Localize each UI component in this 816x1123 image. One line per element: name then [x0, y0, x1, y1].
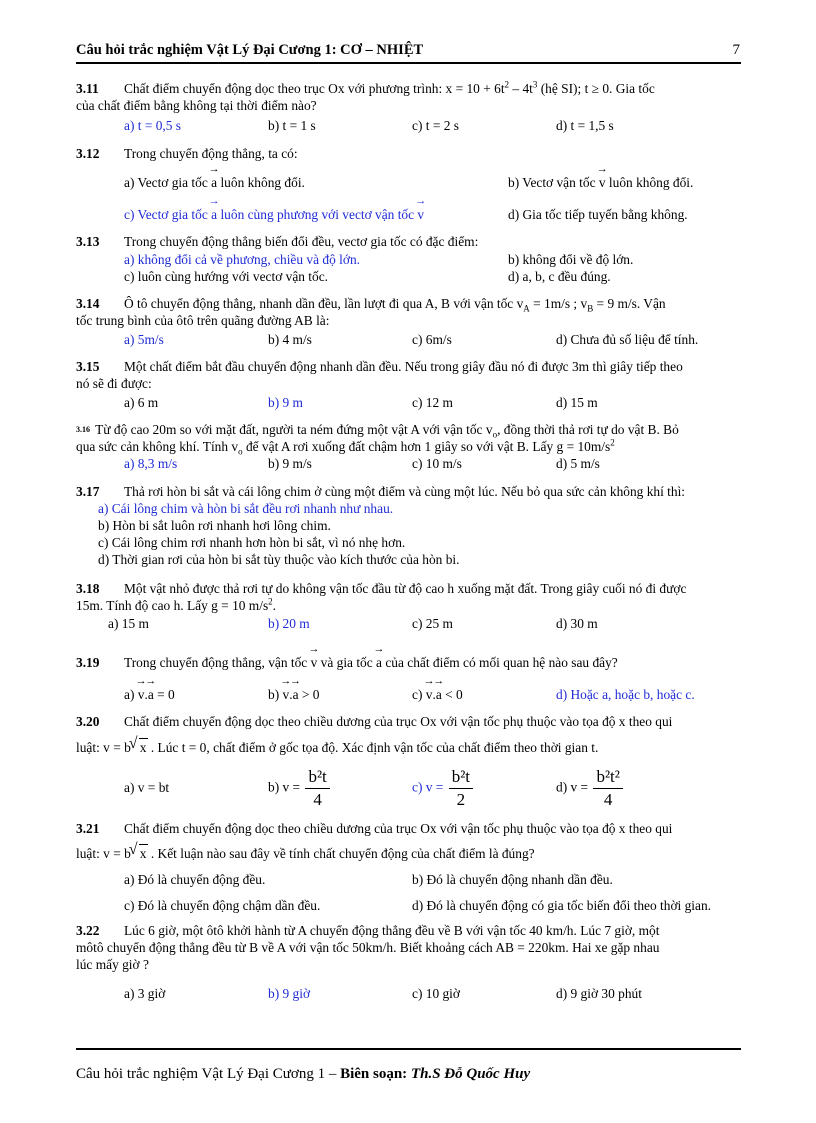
question-text: Chất điểm chuyển động dọc theo chiều dương của trục Ox với vận tốc phụ thuộc vào tọa độ x theo qui [124, 714, 673, 729]
options-3-15 [76, 394, 741, 411]
option-d[interactable]: d) 9 giờ 30 phút [556, 986, 642, 1001]
sqrt-x: √ x [139, 844, 148, 862]
option-d[interactable]: d) Hoặc a, hoặc b, hoặc c. [556, 687, 695, 702]
superscript: 2 [504, 79, 510, 90]
option-a[interactable]: a) 15 m [108, 616, 149, 631]
options-3-17-c [76, 534, 741, 551]
options-3-12-row1 [76, 174, 741, 191]
superscript: 2 [268, 596, 273, 607]
option-c[interactable]: c) Vectơ gia tốc → a luôn cùng phương với vectơ vận tốc → v [124, 206, 424, 223]
question-text: Trong chuyển động thẳng, vận tốc [124, 655, 311, 670]
question-3-18 [76, 580, 741, 614]
superscript: 2 [610, 437, 615, 448]
question-number: 3.20 [76, 714, 100, 729]
subscript: o [492, 429, 498, 440]
question-text: Thả rơi hòn bi sắt và cái lông chim ở cùng một điểm và cùng một lúc. Nếu bỏ qua sức cản không khí thì: [124, 484, 686, 499]
question-text: Lúc 6 giờ, một ôtô khởi hành từ A chuyển động thẳng đều về B với vận tốc 40 km/h. Lúc 7 giờ, một [124, 923, 660, 938]
question-3-20-line2 [76, 738, 741, 756]
options-3-20 [76, 766, 741, 812]
option-c[interactable]: c) → v.→ a < 0 [412, 686, 463, 703]
options-3-13-row1 [76, 251, 741, 268]
sqrt-x: √ x [139, 738, 148, 756]
options-3-22 [76, 985, 741, 1002]
question-3-16 [76, 421, 741, 455]
option-b[interactable]: b) Hòn bi sắt luôn rơi nhanh hơi lông chim. [98, 518, 331, 533]
option-a[interactable]: a) t = 0,5 s [124, 118, 182, 133]
option-a[interactable]: a) 3 giờ [124, 986, 166, 1001]
options-3-21-row2 [76, 897, 741, 914]
option-c[interactable]: c) 10 m/s [412, 456, 462, 471]
option-d[interactable]: d) Đó là chuyển động có gia tốc biến đổi theo thời gian. [412, 898, 712, 913]
option-a[interactable]: a) Đó là chuyển động đều. [124, 872, 266, 887]
page-header [76, 42, 740, 59]
vector-a: → a [211, 174, 217, 191]
question-text: – 4t [509, 81, 533, 96]
question-text: , đồng thời thả rơi tự do vật B. Bỏ [497, 422, 679, 437]
footer-rule [76, 1048, 741, 1050]
options-3-17-a [76, 500, 741, 517]
option-c[interactable]: c) Đó là chuyển động chậm dần đều. [124, 898, 321, 913]
question-text: Chất điểm chuyển động dọc theo trục Ox với phương trình: x = 10 + 6t [124, 81, 505, 96]
question-text: Trong chuyển động thẳng biến đổi đều, vectơ gia tốc có đặc điểm: [124, 234, 479, 249]
option-b[interactable]: b) không đổi về độ lớn. [508, 252, 634, 267]
vector-a: → a [211, 206, 217, 223]
options-3-16 [76, 455, 741, 472]
option-c[interactable]: c) 25 m [412, 616, 453, 631]
question-3-20 [76, 713, 741, 730]
options-3-12-row2 [76, 206, 741, 223]
question-number: 3.17 [76, 484, 100, 499]
option-a[interactable]: a) Vectơ gia tốc → a luôn không đổi. [124, 174, 305, 191]
question-3-22 [76, 922, 741, 973]
option-b[interactable]: b) 9 m [268, 395, 303, 410]
question-number: 3.22 [76, 923, 100, 938]
question-3-14 [76, 295, 741, 329]
option-d[interactable]: d) 30 m [556, 616, 598, 631]
question-number: 3.19 [76, 655, 100, 670]
question-3-17 [76, 483, 741, 500]
question-text: và gia tốc [317, 655, 377, 670]
vector-v: → v [599, 174, 606, 191]
option-c[interactable]: c) Cái lông chim rơi nhanh hơn hòn bi sắt, vì nó nhẹ hơn. [98, 535, 406, 550]
question-text: Một vật nhỏ được thả rơi tự do không vận tốc đầu từ độ cao h xuống mặt đất. Trong giây cuối nó đi được [124, 581, 687, 596]
header-rule [76, 62, 741, 64]
question-text: = 9 m/s. Vận [593, 296, 666, 311]
option-d[interactable]: d) t = 1,5 s [556, 118, 614, 133]
options-3-21-row1 [76, 871, 741, 888]
question-number: 3.18 [76, 581, 100, 596]
question-number: 3.14 [76, 296, 100, 311]
options-3-17-d [76, 551, 741, 568]
option-a[interactable]: a) → v.→ a = 0 [124, 686, 175, 703]
vector-v: → v [417, 206, 424, 223]
options-3-17-b [76, 517, 741, 534]
question-number: 3.13 [76, 234, 100, 249]
option-b[interactable]: b) 4 m/s [268, 332, 312, 347]
question-text: (hệ SI); t ≥ 0. Gia tốc [537, 81, 655, 96]
option-d[interactable]: d) Thời gian rơi của hòn bi sắt tùy thuộc vào kích thước của hòn bi. [98, 552, 460, 567]
option-c[interactable]: c) 10 giờ [412, 986, 460, 1001]
question-text: Ô tô chuyển động thẳng, nhanh dần đều, lần lượt đi qua A, B với vận tốc v [124, 296, 524, 311]
options-3-18 [76, 615, 741, 632]
option-a[interactable]: a) không đổi cả về phương, chiều và độ lớn. [124, 252, 360, 267]
option-b[interactable]: b) 20 m [268, 616, 310, 631]
option-a[interactable]: a) 5m/s [124, 332, 164, 347]
question-number: 3.15 [76, 359, 100, 374]
question-3-12 [76, 145, 741, 162]
option-b[interactable]: b) t = 1 s [268, 118, 316, 133]
options-3-11 [76, 117, 741, 134]
option-c[interactable]: c) t = 2 s [412, 118, 459, 133]
question-text: môtô chuyển động thẳng đều từ B về A với vận tốc 50km/h. Biết khoảng cách AB = 220km. Hai xe gặp nhau [76, 940, 660, 955]
question-number: 3.11 [76, 81, 99, 96]
option-d[interactable]: d) 15 m [556, 395, 598, 410]
footer-text: Câu hỏi trắc nghiệm Vật Lý Đại Cương 1 – [76, 1066, 341, 1082]
option-d[interactable]: d) a, b, c đều đúng. [508, 269, 611, 284]
subscript: o [238, 446, 243, 457]
question-text: . Lúc t = 0, chất điểm ở gốc tọa độ. Xác định vận tốc của chất điểm theo thời gian t. [147, 740, 599, 755]
question-text: luật: v = b [76, 740, 131, 755]
footer-author: Th.S Đỗ Quốc Huy [410, 1066, 531, 1082]
question-3-15 [76, 358, 741, 392]
vector-v: → v [311, 654, 318, 671]
subscript: A [523, 303, 530, 314]
option-d[interactable]: d) Chưa đủ số liệu để tính. [556, 332, 699, 347]
option-c[interactable]: c) luôn cùng hướng với vectơ vận tốc. [124, 269, 329, 284]
question-text: của chất điểm có mối quan hệ nào sau đây? [382, 655, 618, 670]
option-d[interactable]: d) v = $\frac{\text{b²t²}}{4}$ [556, 766, 623, 811]
option-b[interactable]: b) 9 giờ [268, 986, 311, 1001]
question-text: để vật A rơi xuống đất chậm hơn 1 giây so với vật B. Lấy g = 10m/s [242, 439, 611, 454]
option-a[interactable]: a) Cái lông chim và hòn bi sắt đều rơi nhanh như nhau. [98, 501, 394, 516]
question-text: luật: v = b [76, 846, 131, 861]
question-text: nó sẽ đi được: [76, 376, 152, 391]
question-text: . Kết luận nào sau đây về tính chất chuyển động của chất điểm là đúng? [147, 846, 535, 861]
question-3-21-line2 [76, 844, 741, 862]
question-3-11 [76, 80, 741, 114]
option-b[interactable]: b) 9 m/s [268, 456, 312, 471]
subscript: B [587, 303, 594, 314]
option-c[interactable]: c) 12 m [412, 395, 453, 410]
question-number: 3.16 [76, 425, 90, 434]
option-b[interactable]: b) → v.→ a > 0 [268, 686, 319, 703]
question-text: Từ độ cao 20m so với mặt đất, người ta ném đứng một vật A với vận tốc v [92, 422, 493, 437]
question-text: Một chất điểm bắt đầu chuyển động nhanh dần đều. Nếu trong giây đầu nó đi được 3m thì giây tiếp theo [124, 359, 683, 374]
options-3-14 [76, 331, 741, 348]
option-b[interactable]: b) Đó là chuyển động nhanh dần đều. [412, 872, 613, 887]
question-3-19 [76, 654, 741, 671]
option-c[interactable]: c) 6m/s [412, 332, 452, 347]
page-footer [76, 1066, 530, 1083]
option-a[interactable]: a) 6 m [124, 395, 159, 410]
footer-author-label: Biên soạn: [340, 1066, 411, 1082]
header-title: Câu hỏi trắc nghiệm Vật Lý Đại Cương 1: CƠ – NHIỆT [76, 42, 424, 58]
option-c[interactable]: c) v = $\frac{\text{b²t}}{2}$ [412, 766, 473, 811]
option-d[interactable]: d) Gia tốc tiếp tuyến bằng không. [508, 207, 688, 222]
option-d[interactable]: d) 5 m/s [556, 456, 600, 471]
question-number: 3.12 [76, 146, 100, 161]
question-text: lúc mấy giờ ? [76, 957, 149, 972]
question-text: qua sức cản không khí. Tính v [76, 439, 239, 454]
option-a[interactable]: a) 8,3 m/s [124, 456, 178, 471]
options-3-19 [76, 686, 741, 703]
option-b[interactable]: b) Vectơ vận tốc → v luôn không đổi. [508, 174, 693, 191]
question-text: của chất điểm bằng không tại thời điểm nào? [76, 98, 317, 113]
question-3-21 [76, 820, 741, 837]
superscript: 3 [532, 79, 538, 90]
question-text: Chất điểm chuyển động dọc theo chiều dương của trục Ox với vận tốc phụ thuộc vào tọa độ x theo qui [124, 821, 673, 836]
question-3-13 [76, 233, 741, 250]
question-text: tốc trung bình của ôtô trên quãng đường AB là: [76, 313, 330, 328]
vector-a: → a [376, 654, 382, 671]
question-text: Trong chuyển động thẳng, ta có: [124, 146, 298, 161]
question-text: . [272, 598, 277, 613]
option-b[interactable]: b) v = $\frac{\text{b²t}}{4}$ [268, 766, 330, 811]
option-a[interactable]: a) v = bt [124, 780, 170, 795]
question-text: = 1m/s ; v [529, 296, 588, 311]
options-3-13-row2 [76, 268, 741, 285]
question-text: 15m. Tính độ cao h. Lấy g = 10 m/s [76, 598, 269, 613]
page-number: 7 [732, 42, 740, 58]
question-number: 3.21 [76, 821, 100, 836]
